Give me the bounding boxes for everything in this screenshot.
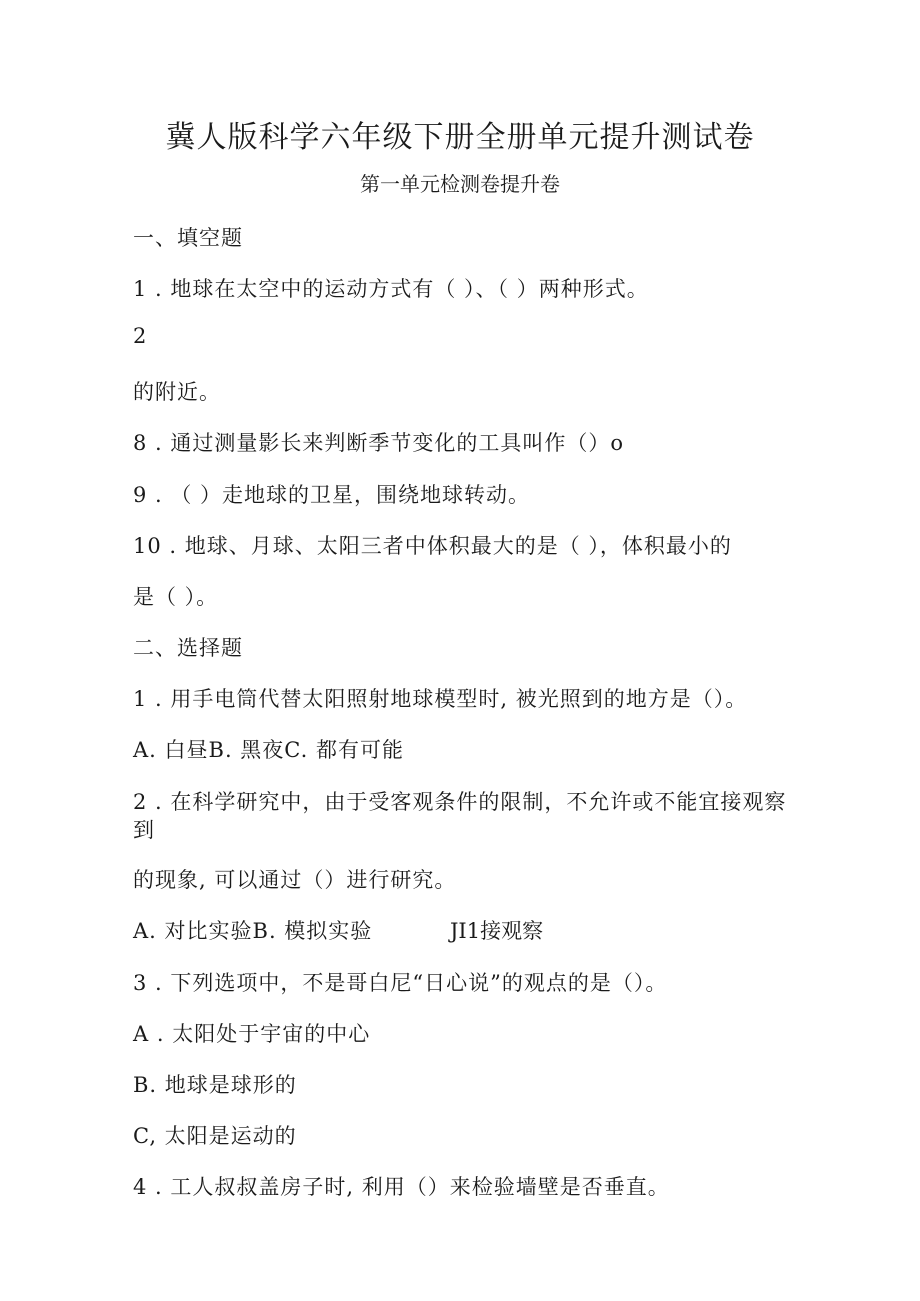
section-heading-fill-in: 一、填空题: [133, 226, 243, 250]
fill-question-2-tail: 的附近。: [133, 380, 221, 404]
choice-question-2-options-left: A. 对比实验B. 模拟实验: [133, 919, 373, 943]
fill-question-2-number: 2: [133, 324, 148, 348]
choice-question-2-line-2: 到: [133, 818, 155, 842]
choice-question-3-option-a: A . 太阳处于宇宙的中心: [133, 1022, 371, 1046]
section-heading-choice: 二、选择题: [133, 636, 243, 660]
fill-question-10-line-2: 是（ ）。: [133, 585, 219, 609]
fill-question-1: 1 . 地球在太空中的运动方式有（ ）、（ ）两种形式。: [133, 277, 649, 301]
choice-question-2-line-1: 2 . 在科学研究中，由于受客观条件的限制，不允许或不能宜接观察: [133, 790, 787, 814]
choice-question-4: 4 . 工人叔叔盖房子时, 利用（）来检验墙壁是否垂直。: [133, 1175, 670, 1199]
fill-question-10-line-1: 10 . 地球、月球、太阳三者中体积最大的是（ ），体积最小的: [133, 534, 732, 558]
choice-question-3: 3 . 下列选项中，不是哥白尼“日心说”的观点的是（）。: [133, 971, 668, 995]
document-subtitle: 第一单元检测卷提升卷: [360, 172, 560, 196]
choice-question-2-line-3: 的现象, 可以通过（）进行研究。: [133, 868, 457, 892]
choice-question-2-options-right: JI1接观察: [450, 919, 544, 943]
choice-question-3-option-c: C, 太阳是运动的: [133, 1124, 297, 1148]
document-title: 冀人版科学六年级下册全册单元提升测试卷: [165, 120, 755, 155]
choice-question-3-option-b: B. 地球是球形的: [133, 1073, 297, 1097]
fill-question-8: 8 . 通过测量影长来判断季节变化的工具叫作（）o: [133, 431, 625, 455]
choice-question-1: 1 . 用手电筒代替太阳照射地球模型时, 被光照到的地方是（）。: [133, 687, 748, 711]
choice-question-1-options: A. 白昼B. 黑夜C. 都有可能: [133, 738, 404, 762]
fill-question-9: 9 . （ ）走地球的卫星，围绕地球转动。: [133, 483, 531, 507]
